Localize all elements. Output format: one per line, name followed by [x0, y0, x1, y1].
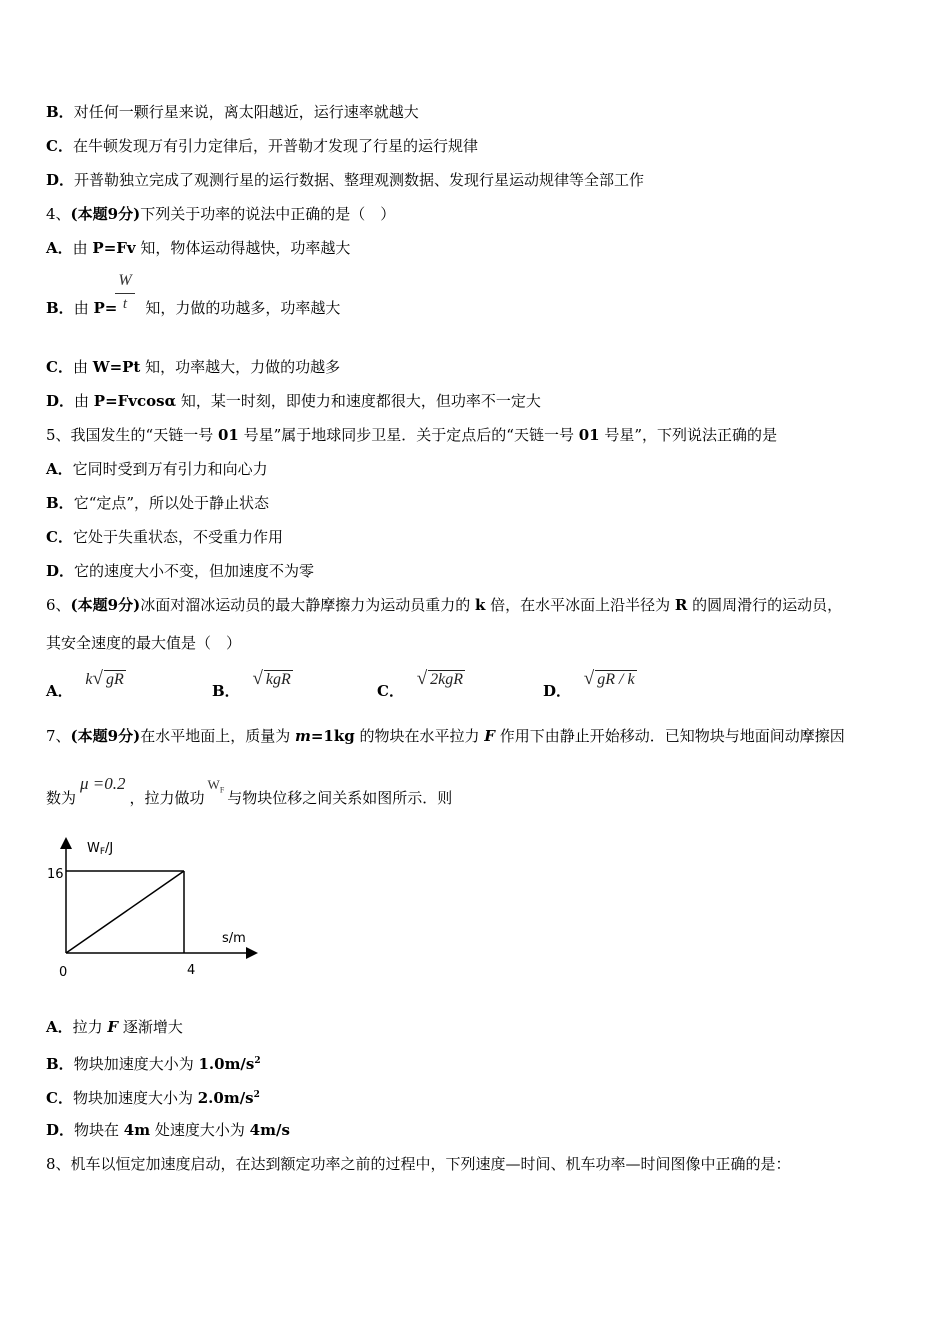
q4-option-b — [46, 298, 340, 318]
option-text-pre: 由 — [72, 358, 93, 376]
q6-stem-line2 — [46, 633, 241, 653]
variable-f: F — [484, 727, 495, 745]
radical-sign: √ — [252, 668, 263, 689]
option-text-mid: 处速度大小为 — [150, 1121, 250, 1139]
q7-option-b — [46, 1051, 261, 1074]
variable-r: R — [674, 596, 688, 614]
work-symbol-sub: F — [219, 785, 225, 795]
y-axis-label-unit: /J — [105, 841, 114, 856]
y-tick-16: 16 — [47, 867, 64, 882]
question-text-pre: 我国发生的“天链一号 — [70, 426, 218, 444]
option-text-pre: 拉力 — [72, 1018, 108, 1036]
formula: P=Fv — [92, 239, 136, 257]
question-text-b: ，拉力做功 — [129, 789, 205, 807]
radical-sign: √ — [416, 668, 428, 689]
option-label: D． — [46, 1121, 75, 1139]
q6-option-d — [543, 668, 637, 700]
question-text-a: 在水平地面上，质量为 — [140, 727, 295, 745]
q7-option-a — [46, 1017, 183, 1037]
question-text: 下列关于功率的说法中正确的是（ ） — [140, 205, 396, 223]
q8-stem — [46, 1154, 791, 1174]
question-number: 5、 — [46, 426, 71, 444]
q7-option-d — [46, 1120, 290, 1140]
option-text-post: 知，力做的功越多，功率越大 — [145, 299, 341, 317]
x-axis-label: s/m — [222, 931, 246, 946]
y-axis-label-main: W — [87, 841, 100, 856]
option-text: 对任何一颗行星来说，离太阳越近，运行速率就越大 — [73, 103, 419, 121]
variable-m: m — [294, 727, 311, 745]
option-text-pre: 物块加速度大小为 — [73, 1055, 199, 1073]
option-label: B． — [46, 1055, 74, 1073]
question-text-c: 与物块位移之间关系如图所示．则 — [227, 789, 453, 807]
radicand: gR / k — [597, 671, 635, 688]
option-label: B． — [46, 103, 74, 121]
option-label: A． — [46, 239, 73, 257]
fraction-bar — [115, 293, 135, 294]
q7-stem-line1 — [46, 726, 845, 746]
question-number: 7、 — [46, 727, 71, 745]
option-text-post: 知，某一时刻，即使力和速度都很大，但功率不一定大 — [176, 392, 541, 410]
question-text-b: 的物块在水平拉力 — [354, 727, 485, 745]
option-text: 开普勒独立完成了观测行星的运行数据、整理观测数据、发现行星运动规律等全部工作 — [74, 171, 645, 189]
q5-option-c — [46, 527, 283, 547]
option-label: C． — [46, 358, 73, 376]
x-tick-4: 4 — [187, 963, 196, 978]
option-text-post: 知，物体运动得越快，功率越大 — [135, 239, 351, 257]
option-text-pre: 由 — [74, 392, 94, 410]
option-text: 它“定点”，所以处于静止状态 — [73, 494, 270, 512]
question-text: 其安全速度的最大值是（ ） — [46, 634, 242, 652]
variable-f: F — [107, 1018, 119, 1036]
acceleration-value: 1.0m/s — [198, 1055, 255, 1073]
question-number: 8、 — [46, 1155, 71, 1173]
question-score: (本题9分) — [70, 727, 141, 745]
sqrt-2kgr — [417, 668, 465, 690]
work-line — [66, 871, 184, 953]
radical-sign: √ — [583, 668, 595, 689]
q6-stem-line1 — [46, 595, 842, 615]
question-text-c: 作用下由静止开始移动．已知物块与地面间动摩擦因 — [494, 727, 845, 745]
q4-option-c — [46, 357, 340, 377]
option-text: 它的速度大小不变，但加速度不为零 — [74, 562, 315, 580]
q4-option-a — [46, 238, 350, 258]
radicand: gR — [105, 671, 124, 688]
q6-option-c — [377, 668, 465, 700]
mu-value: μ =0.2 — [80, 774, 126, 793]
q5-stem — [46, 425, 777, 445]
option-text: 在牛顿发现万有引力定律后，开普勒才发现了行星的运行规律 — [72, 137, 478, 155]
exponent: 2 — [254, 1056, 261, 1066]
fraction-w-over-t — [114, 272, 136, 318]
fraction-denominator: t — [122, 296, 128, 312]
option-label: A． — [46, 460, 73, 478]
option-label: D． — [543, 682, 572, 700]
option-text-pre: 物块加速度大小为 — [72, 1089, 198, 1107]
radical-sign: √ — [92, 668, 103, 689]
option-label: A． — [46, 1018, 73, 1036]
variable-k: k — [474, 596, 486, 614]
question-number: 6、 — [46, 596, 71, 614]
question-number: 4、 — [46, 205, 71, 223]
satellite-number: 01 — [217, 426, 239, 444]
q7-stem-line2 — [46, 774, 453, 815]
work-displacement-graph — [40, 835, 270, 985]
option-text-post: 知，功率越大，力做的功越多 — [140, 358, 341, 376]
question-text-mid: 号星”属于地球同步卫星．关于定点后的“天链一号 — [238, 426, 579, 444]
y-axis-label — [87, 841, 113, 857]
work-symbol-main: W — [207, 777, 220, 792]
option-text-pre: 由 — [73, 299, 94, 317]
formula: W=Pt — [92, 358, 141, 376]
acceleration-value: 2.0m/s — [197, 1089, 254, 1107]
q6-option-b — [212, 668, 293, 700]
exponent: 2 — [253, 1090, 260, 1100]
radicand: 2kgR — [430, 671, 464, 688]
option-label: A． — [46, 682, 73, 700]
option-text-post: 逐渐增大 — [118, 1018, 183, 1036]
question-text-post: 的圆周滑行的运动员， — [687, 596, 843, 614]
sqrt-gr — [93, 668, 126, 690]
formula: P=Fvcosα — [93, 392, 177, 410]
q4-option-d — [46, 391, 541, 411]
option-text: 它处于失重状态，不受重力作用 — [72, 528, 283, 546]
radicand: kgR — [265, 671, 291, 688]
satellite-number: 01 — [578, 426, 600, 444]
option-label: C． — [46, 137, 73, 155]
question-text-pre: 冰面对溜冰运动员的最大静摩擦力为运动员重力的 — [140, 596, 475, 614]
option-label: D． — [46, 171, 75, 189]
option-label: B． — [46, 494, 74, 512]
speed-value: 4m/s — [249, 1121, 290, 1139]
option-text-pre: 由 — [72, 239, 93, 257]
q5-option-a — [46, 459, 268, 479]
fraction-numerator: W — [118, 272, 132, 289]
option-label: D． — [46, 392, 75, 410]
mass-value: =1kg — [310, 727, 355, 745]
option-label: C． — [46, 528, 73, 546]
formula: P= — [93, 299, 118, 317]
q7-option-c — [46, 1085, 260, 1108]
q3-option-b — [46, 102, 419, 122]
option-label: B． — [46, 299, 74, 317]
y-axis-label-sub: F — [99, 847, 106, 857]
question-text-post: 号星”，下列说法正确的是 — [599, 426, 778, 444]
question-score: (本题9分) — [70, 205, 141, 223]
origin-label: 0 — [59, 965, 68, 980]
q5-option-b — [46, 493, 269, 513]
option-text-pre: 物块在 — [74, 1121, 124, 1139]
position-value: 4m — [123, 1121, 151, 1139]
option-label: C． — [377, 682, 404, 700]
option-label: C． — [46, 1089, 73, 1107]
q3-option-c — [46, 136, 478, 156]
q4-stem — [46, 204, 395, 224]
work-symbol — [207, 777, 225, 795]
sqrt-gr-over-k — [584, 668, 637, 690]
coefficient-k: k — [85, 671, 93, 688]
q3-option-d — [46, 170, 644, 190]
sqrt-kgr — [252, 668, 292, 690]
option-label: B． — [212, 682, 240, 700]
option-text: 它同时受到万有引力和向心力 — [72, 460, 268, 478]
q6-option-a — [46, 668, 126, 700]
question-text-mid: 倍，在水平冰面上沿半径为 — [485, 596, 675, 614]
question-text-a: 数为 — [46, 789, 77, 807]
q5-option-d — [46, 561, 314, 581]
option-label: D． — [46, 562, 75, 580]
question-score: (本题9分) — [70, 596, 141, 614]
question-text: 机车以恒定加速度启动，在达到额定功率之前的过程中，下列速度—时间、机车功率—时间图像中正确的是： — [70, 1155, 791, 1173]
